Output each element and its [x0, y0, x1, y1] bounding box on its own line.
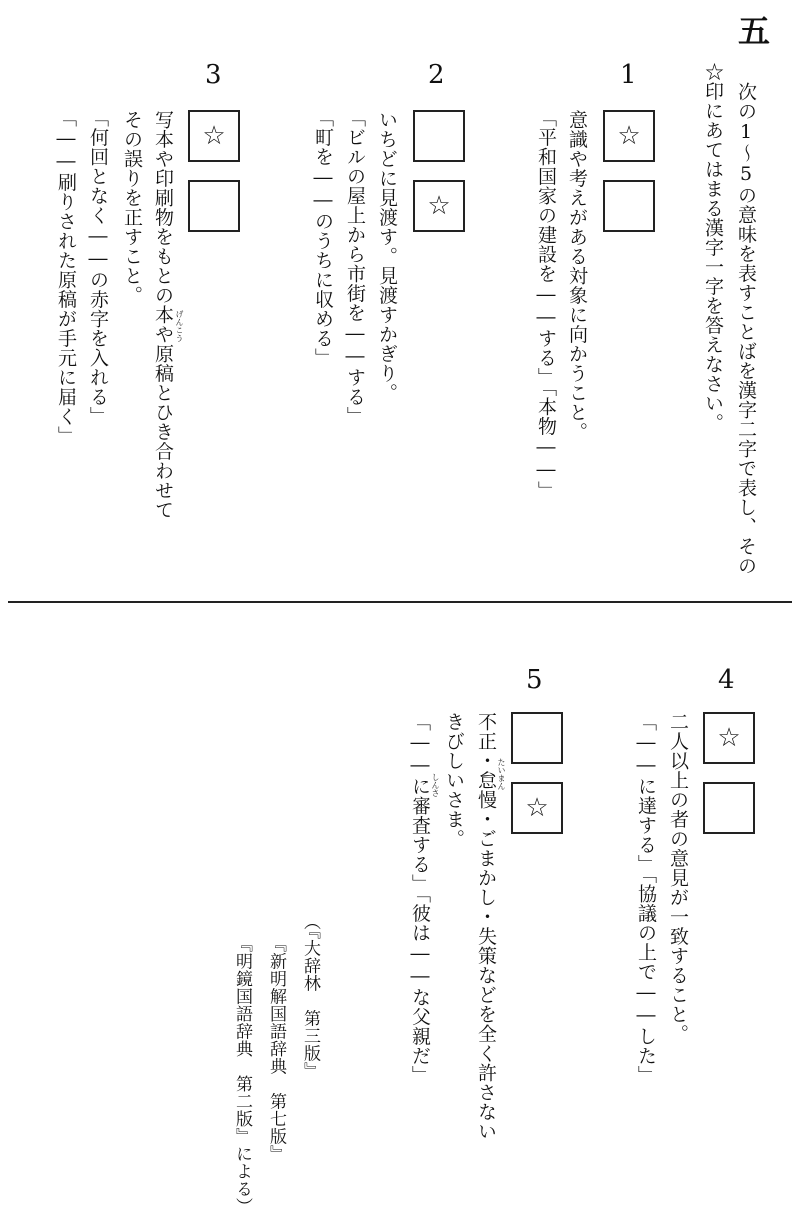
question-3-example-2: 「――刷りされた原稿が手元に届く」 [55, 108, 77, 446]
source-line-2: 『新明解国語辞典 第七版』 [266, 935, 286, 1163]
question-4-example: 「――に達する」「協議の上で――した」 [635, 712, 657, 1085]
question-3-example-1: 「何回となく――の赤字を入れる」 [87, 108, 109, 426]
question-3-ruby: げんこう [175, 310, 184, 342]
question-4-answer-box-2[interactable] [703, 782, 755, 834]
question-1-number: 1 [620, 60, 637, 90]
question-4-definition: 二人以上の者の意見が一致すること。 [667, 712, 689, 1044]
question-5-ruby-taiman: たいまん [497, 758, 506, 790]
source-line-3: 『明鏡国語辞典 第二版』による） [232, 935, 252, 1215]
question-3-definition-line-1: 写本や印刷物をもとの本や原稿とひき合わせて [152, 110, 174, 520]
question-1-answer-box-2[interactable] [603, 180, 655, 232]
question-3-definition-line-2: その誤りを正すこと。 [121, 110, 143, 305]
question-2-answer-box-1[interactable] [413, 110, 465, 162]
question-3-number: 3 [205, 60, 222, 90]
question-2-answer-box-2[interactable]: ☆ [413, 180, 465, 232]
instruction-line-2: ☆印にあてはまる漢字一字を答えなさい。 [702, 62, 724, 433]
section-divider [8, 601, 792, 603]
section-number: 五 [738, 12, 771, 50]
question-4-answer-box-1[interactable]: ☆ [703, 712, 755, 764]
question-5-answer-box-1[interactable] [511, 712, 563, 764]
question-5-ruby-shinsa: しんさ [431, 773, 440, 797]
question-1-answer-box-1[interactable]: ☆ [603, 110, 655, 162]
instruction-line-1: 次の1～5の意味を表すことばを漢字二字で表し、その [735, 82, 757, 576]
source-line-1: （『大辞林 第三版』 [300, 913, 320, 1080]
question-3-answer-box-2[interactable] [188, 180, 240, 232]
question-5-number: 5 [526, 665, 543, 695]
question-2-example-2: 「町を――のうちに収める」 [312, 108, 334, 368]
question-5-definition-line-2: きびしいさま。 [443, 712, 465, 849]
question-2-number: 2 [428, 60, 445, 90]
question-5-answer-box-2[interactable]: ☆ [511, 782, 563, 834]
question-1-definition: 意識や考えがある対象に向かうこと。 [566, 110, 588, 442]
question-1-example: 「平和国家の建設を――する」「本物――」 [535, 108, 557, 501]
question-2-example-1: 「ビルの屋上から市街を――する」 [344, 108, 366, 426]
question-4-number: 4 [718, 665, 735, 695]
question-5-example: 「――に審査する」「彼は――な父親だ」 [409, 712, 431, 1085]
question-5-definition-line-1: 不正・怠慢・ごまかし・失策などを全く許さない [475, 712, 497, 1141]
question-2-definition: いちどに見渡す。見渡すかぎり。 [376, 110, 398, 403]
question-3-answer-box-1[interactable]: ☆ [188, 110, 240, 162]
